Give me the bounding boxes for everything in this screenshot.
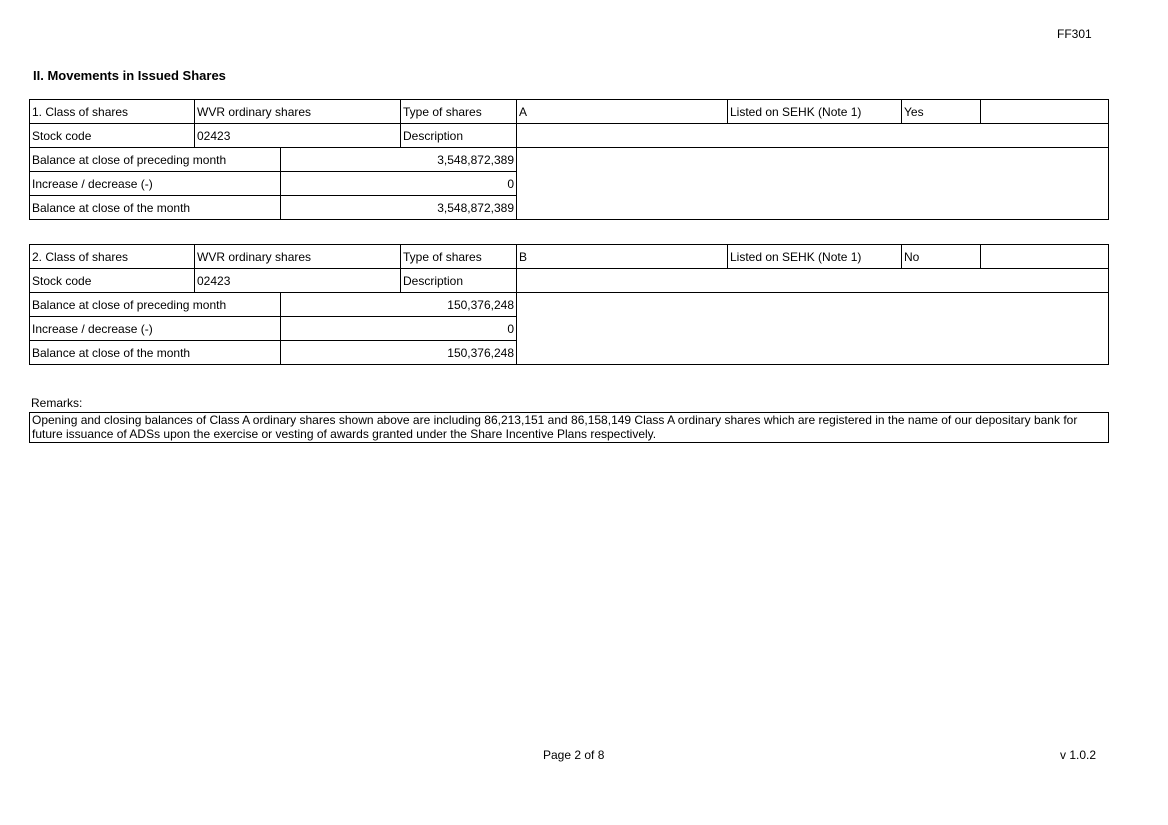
- page-number: Page 2 of 8: [543, 748, 605, 762]
- version-label: v 1.0.2: [1060, 748, 1097, 762]
- stock-code-value: 02423: [195, 124, 401, 148]
- empty-cell: [981, 100, 1109, 124]
- table-row: [30, 124, 1109, 148]
- balance-close-label: Balance at close of the month: [30, 341, 281, 365]
- type-of-shares-label: Type of shares: [401, 245, 517, 269]
- remarks-label: Remarks:: [31, 396, 83, 410]
- table-row: [30, 148, 1109, 172]
- type-of-shares-label: Type of shares: [401, 100, 517, 124]
- increase-decrease-label: Increase / decrease (-): [30, 317, 281, 341]
- description-value: [517, 124, 1109, 148]
- class-of-shares-label: 2. Class of shares: [30, 245, 195, 269]
- increase-decrease-value: 0: [281, 317, 517, 341]
- description-value: [517, 269, 1109, 293]
- class-of-shares-value: WVR ordinary shares: [195, 245, 401, 269]
- table-row: [30, 269, 1109, 293]
- description-label: Description: [401, 124, 517, 148]
- balance-close-value: 150,376,248: [281, 341, 517, 365]
- balance-preceding-value: 150,376,248: [281, 293, 517, 317]
- empty-cell: [981, 245, 1109, 269]
- type-of-shares-value: A: [517, 100, 728, 124]
- balance-preceding-value: 3,548,872,389: [281, 148, 517, 172]
- balance-preceding-label: Balance at close of preceding month: [30, 148, 281, 172]
- listed-on-sehk-value: Yes: [902, 100, 981, 124]
- balance-close-label: Balance at close of the month: [30, 196, 281, 220]
- increase-decrease-label: Increase / decrease (-): [30, 172, 281, 196]
- class-of-shares-value: WVR ordinary shares: [195, 100, 401, 124]
- share-class-table-1: [29, 99, 1109, 220]
- table-row: [30, 293, 1109, 317]
- stock-code-label: Stock code: [30, 269, 195, 293]
- remarks-text: Opening and closing balances of Class A ordinary shares shown above are including 86,213,151 and 86,158,149 Class A ordinary shares which are registered in the name of our depositary bank for future issuance of ADSs upon the exercise or vesting of awards granted under the Share Incentive Plans respectively.: [29, 412, 1109, 443]
- table-row: [30, 245, 1109, 269]
- empty-area: [517, 148, 1109, 220]
- form-code: FF301: [1057, 27, 1092, 41]
- balance-preceding-label: Balance at close of preceding month: [30, 293, 281, 317]
- description-label: Description: [401, 269, 517, 293]
- listed-on-sehk-label: Listed on SEHK (Note 1): [728, 100, 902, 124]
- stock-code-label: Stock code: [30, 124, 195, 148]
- balance-close-value: 3,548,872,389: [281, 196, 517, 220]
- table-row: [30, 100, 1109, 124]
- share-class-table-2: [29, 244, 1109, 365]
- type-of-shares-value: B: [517, 245, 728, 269]
- empty-area: [517, 293, 1109, 365]
- class-of-shares-label: 1. Class of shares: [30, 100, 195, 124]
- increase-decrease-value: 0: [281, 172, 517, 196]
- stock-code-value: 02423: [195, 269, 401, 293]
- section-title: II. Movements in Issued Shares: [33, 68, 226, 83]
- listed-on-sehk-label: Listed on SEHK (Note 1): [728, 245, 902, 269]
- listed-on-sehk-value: No: [902, 245, 981, 269]
